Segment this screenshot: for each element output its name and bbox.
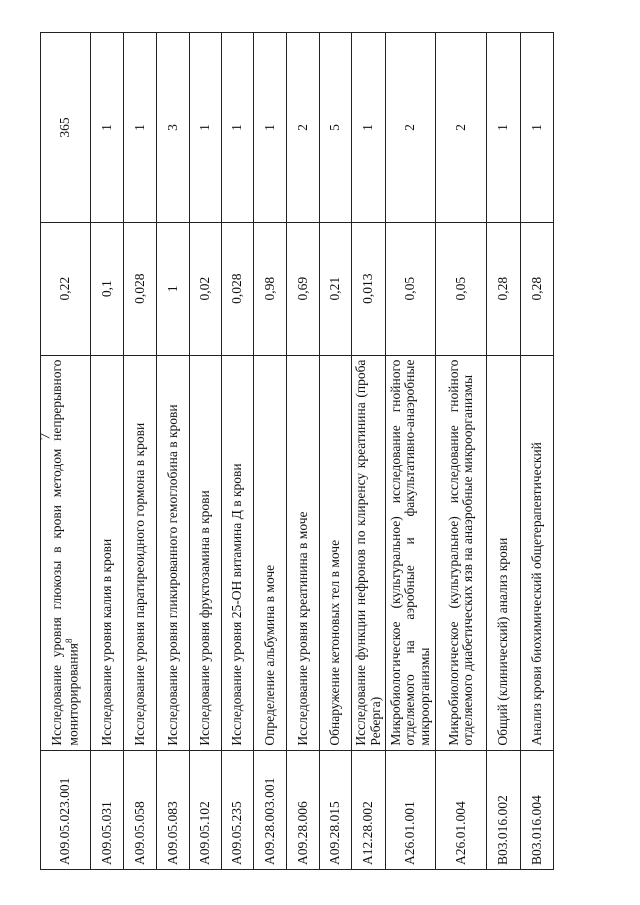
service-name: Общий (клинический) анализ крови [487,355,521,750]
service-name: Обнаружение кетоновых тел в моче [320,355,352,750]
average-multiplicity: 1 [91,33,124,223]
services-table [37,32,554,870]
table-row [320,33,352,870]
rotated-table-container [37,32,580,870]
frequency-coefficient: 1 [157,222,190,355]
service-code: А09.05.235 [222,750,254,869]
frequency-coefficient: 0,22 [41,222,91,355]
frequency-coefficient: 0,05 [436,222,487,355]
services-table-body [41,33,554,870]
service-name: Микробиологическое (культуральное) исследование гнойного отделяемого на аэробные и факультативно-анаэробные микроорганизмы [386,355,436,750]
service-code: А12.28.002 [352,750,386,869]
frequency-coefficient: 0,05 [386,222,436,355]
frequency-coefficient: 0,028 [124,222,157,355]
table-row [254,33,287,870]
average-multiplicity: 1 [254,33,287,223]
table-row [521,33,554,870]
service-code: А09.05.058 [124,750,157,869]
frequency-coefficient: 0,69 [287,222,320,355]
table-row [41,33,91,870]
average-multiplicity: 1 [124,33,157,223]
service-code: А09.05.083 [157,750,190,869]
average-multiplicity: 1 [487,33,521,223]
frequency-coefficient: 0,028 [222,222,254,355]
service-code: А09.05.102 [190,750,222,869]
service-name: Исследование функции нефронов по клиренсу креатинина (проба Реберга) [352,355,386,750]
average-multiplicity: 2 [287,33,320,223]
average-multiplicity: 5 [320,33,352,223]
table-row [222,33,254,870]
average-multiplicity: 1 [222,33,254,223]
table-row [386,33,436,870]
service-name: Исследование уровня гликированного гемоглобина в крови [157,355,190,750]
service-code: А09.28.003.001 [254,750,287,869]
service-name: Микробиологическое (культуральное) исследование гнойного отделяемого диабетических язв на анаэробные микроорганизмы [436,355,487,750]
table-row [436,33,487,870]
service-code: А09.28.015 [320,750,352,869]
page-number: 7 [37,432,54,441]
service-name: Анализ крови биохимический общетерапевтический [521,355,554,750]
service-code: В03.016.004 [521,750,554,869]
table-row [352,33,386,870]
service-code: А26.01.001 [386,750,436,869]
average-multiplicity: 1 [521,33,554,223]
service-code: А26.01.004 [436,750,487,869]
table-row [287,33,320,870]
table-row [157,33,190,870]
table-row [124,33,157,870]
table-row [487,33,521,870]
service-name: Определение альбумина в моче [254,355,287,750]
frequency-coefficient: 0,28 [487,222,521,355]
table-row [91,33,124,870]
frequency-coefficient: 0,21 [320,222,352,355]
frequency-coefficient: 0,02 [190,222,222,355]
service-name: Исследование уровня фруктозамина в крови [190,355,222,750]
service-code: В03.016.002 [487,750,521,869]
service-name: Исследование уровня глюкозы в крови методом непрерывного мониторирования$^8$ [41,355,91,750]
frequency-coefficient: 0,1 [91,222,124,355]
service-name: Исследование уровня креатинина в моче [287,355,320,750]
average-multiplicity: 2 [436,33,487,223]
service-name: Исследование уровня паратиреоидного гормона в крови [124,355,157,750]
frequency-coefficient: 0,98 [254,222,287,355]
frequency-coefficient: 0,28 [521,222,554,355]
service-code: А09.05.023.001 [41,750,91,869]
footnote-marker: 8 [63,638,74,644]
average-multiplicity: 3 [157,33,190,223]
average-multiplicity: 2 [386,33,436,223]
average-multiplicity: 1 [352,33,386,223]
service-code: А09.05.031 [91,750,124,869]
average-multiplicity: 1 [190,33,222,223]
average-multiplicity: 365 [41,33,91,223]
table-row [190,33,222,870]
frequency-coefficient: 0,013 [352,222,386,355]
service-code: А09.28.006 [287,750,320,869]
service-name: Исследование уровня калия в крови [91,355,124,750]
service-name: Исследование уровня 25-ОН витамина Д в крови [222,355,254,750]
